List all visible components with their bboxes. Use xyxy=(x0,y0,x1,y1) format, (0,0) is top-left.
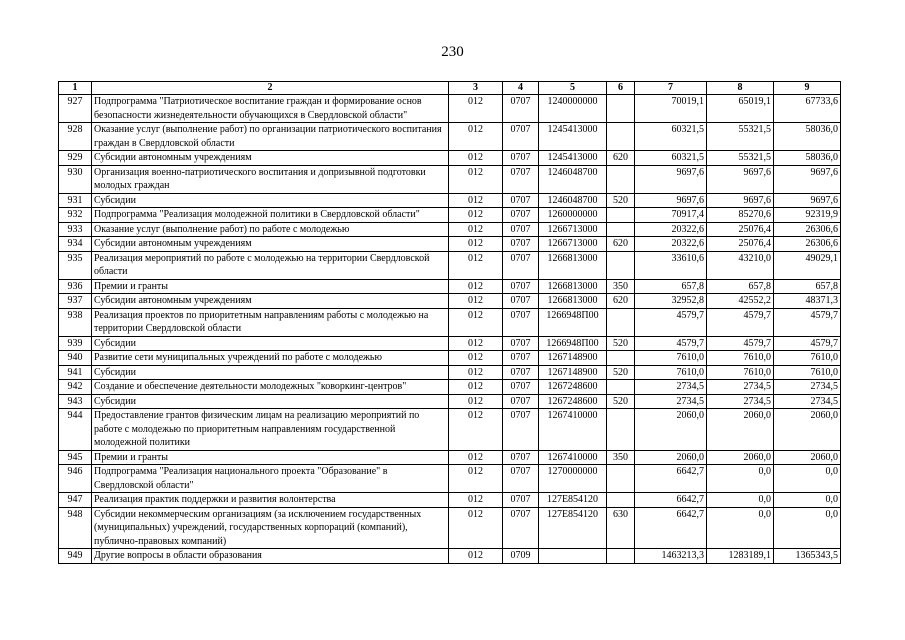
row-name: Оказание услуг (выполнение работ) по организации патриотического воспитания граждан в Свердловской области xyxy=(92,123,449,151)
table-row xyxy=(59,123,841,151)
section-code: 0709 xyxy=(503,549,539,564)
amount-col-8: 42552,2 xyxy=(707,294,774,309)
row-name: Субсидии автономным учреждениям xyxy=(92,151,449,166)
expense-type-code: 520 xyxy=(607,365,635,380)
admin-code: 012 xyxy=(449,165,503,193)
admin-code: 012 xyxy=(449,365,503,380)
amount-col-7: 2060,0 xyxy=(635,450,707,465)
amount-col-8: 65019,1 xyxy=(707,95,774,123)
amount-col-9: 0,0 xyxy=(774,493,841,508)
section-code: 0707 xyxy=(503,151,539,166)
row-number: 930 xyxy=(59,165,92,193)
row-name: Оказание услуг (выполнение работ) по работе с молодежью xyxy=(92,222,449,237)
expense-type-code xyxy=(607,95,635,123)
row-name: Подпрограмма "Реализация национального проекта "Образование" в Свердловской области" xyxy=(92,465,449,493)
col-header: 9 xyxy=(774,82,841,95)
amount-col-9: 4579,7 xyxy=(774,308,841,336)
col-header: 7 xyxy=(635,82,707,95)
admin-code: 012 xyxy=(449,351,503,366)
target-article-code: 127E854120 xyxy=(539,493,607,508)
amount-col-7: 33610,6 xyxy=(635,251,707,279)
row-name: Реализация мероприятий по работе с молодежью на территории Свердловской области xyxy=(92,251,449,279)
col-header: 6 xyxy=(607,82,635,95)
row-number: 927 xyxy=(59,95,92,123)
amount-col-9: 9697,6 xyxy=(774,165,841,193)
row-number: 945 xyxy=(59,450,92,465)
admin-code: 012 xyxy=(449,493,503,508)
amount-col-7: 6642,7 xyxy=(635,465,707,493)
section-code: 0707 xyxy=(503,493,539,508)
expense-type-code: 620 xyxy=(607,294,635,309)
table-row xyxy=(59,365,841,380)
amount-col-7: 6642,7 xyxy=(635,493,707,508)
amount-col-9: 657,8 xyxy=(774,279,841,294)
amount-col-9: 49029,1 xyxy=(774,251,841,279)
amount-col-9: 2060,0 xyxy=(774,409,841,451)
table-row xyxy=(59,251,841,279)
expense-type-code: 620 xyxy=(607,151,635,166)
section-code: 0707 xyxy=(503,193,539,208)
col-header: 8 xyxy=(707,82,774,95)
target-article-code: 1245413000 xyxy=(539,151,607,166)
table-row xyxy=(59,95,841,123)
section-code: 0707 xyxy=(503,251,539,279)
amount-col-7: 7610,0 xyxy=(635,351,707,366)
amount-col-9: 7610,0 xyxy=(774,365,841,380)
row-name: Реализация практик поддержки и развития волонтерства xyxy=(92,493,449,508)
section-code: 0707 xyxy=(503,336,539,351)
row-name: Премии и гранты xyxy=(92,450,449,465)
amount-col-8: 25076,4 xyxy=(707,237,774,252)
admin-code: 012 xyxy=(449,549,503,564)
table-row xyxy=(59,394,841,409)
amount-col-9: 2734,5 xyxy=(774,394,841,409)
admin-code: 012 xyxy=(449,507,503,549)
amount-col-7: 60321,5 xyxy=(635,151,707,166)
target-article-code: 1267248600 xyxy=(539,394,607,409)
expense-type-code: 520 xyxy=(607,336,635,351)
amount-col-9: 0,0 xyxy=(774,465,841,493)
row-number: 949 xyxy=(59,549,92,564)
section-code: 0707 xyxy=(503,294,539,309)
amount-col-9: 26306,6 xyxy=(774,237,841,252)
amount-col-9: 4579,7 xyxy=(774,336,841,351)
section-code: 0707 xyxy=(503,95,539,123)
expense-type-code: 620 xyxy=(607,237,635,252)
table-row xyxy=(59,237,841,252)
amount-col-7: 9697,6 xyxy=(635,165,707,193)
target-article-code: 1245413000 xyxy=(539,123,607,151)
admin-code: 012 xyxy=(449,151,503,166)
amount-col-8: 43210,0 xyxy=(707,251,774,279)
amount-col-8: 55321,5 xyxy=(707,123,774,151)
amount-col-9: 92319,9 xyxy=(774,208,841,223)
expense-type-code xyxy=(607,380,635,395)
row-name: Субсидии xyxy=(92,394,449,409)
amount-col-8: 7610,0 xyxy=(707,351,774,366)
admin-code: 012 xyxy=(449,380,503,395)
expense-type-code xyxy=(607,549,635,564)
amount-col-8: 0,0 xyxy=(707,507,774,549)
row-name: Подпрограмма "Патриотическое воспитание граждан и формирование основ безопасности жизнедеятельности обучающихся в Свердловской области" xyxy=(92,95,449,123)
row-number: 934 xyxy=(59,237,92,252)
table-row xyxy=(59,308,841,336)
section-code: 0707 xyxy=(503,450,539,465)
expense-type-code xyxy=(607,493,635,508)
row-name: Развитие сети муниципальных учреждений по работе с молодежью xyxy=(92,351,449,366)
table-row xyxy=(59,151,841,166)
amount-col-8: 25076,4 xyxy=(707,222,774,237)
col-header: 2 xyxy=(92,82,449,95)
amount-col-8: 4579,7 xyxy=(707,308,774,336)
admin-code: 012 xyxy=(449,222,503,237)
table-row xyxy=(59,193,841,208)
row-name: Организация военно-патриотического воспитания и допризывной подготовки молодых граждан xyxy=(92,165,449,193)
amount-col-7: 9697,6 xyxy=(635,193,707,208)
table-row xyxy=(59,294,841,309)
row-number: 947 xyxy=(59,493,92,508)
amount-col-8: 2734,5 xyxy=(707,394,774,409)
admin-code: 012 xyxy=(449,294,503,309)
section-code: 0707 xyxy=(503,208,539,223)
row-number: 943 xyxy=(59,394,92,409)
section-code: 0707 xyxy=(503,465,539,493)
row-number: 948 xyxy=(59,507,92,549)
row-number: 939 xyxy=(59,336,92,351)
amount-col-8: 55321,5 xyxy=(707,151,774,166)
row-name: Предоставление грантов физическим лицам на реализацию мероприятий по работе с молодежью по приоритетным направлениям государственной молодежной политики xyxy=(92,409,449,451)
table-body xyxy=(59,95,841,564)
table-row xyxy=(59,165,841,193)
expense-type-code xyxy=(607,222,635,237)
row-name: Субсидии автономным учреждениям xyxy=(92,237,449,252)
amount-col-9: 7610,0 xyxy=(774,351,841,366)
amount-col-7: 2734,5 xyxy=(635,394,707,409)
table-row xyxy=(59,222,841,237)
target-article-code: 1267410000 xyxy=(539,450,607,465)
row-number: 938 xyxy=(59,308,92,336)
target-article-code: 1266948П00 xyxy=(539,336,607,351)
admin-code: 012 xyxy=(449,465,503,493)
target-article-code: 1266948П00 xyxy=(539,308,607,336)
expense-type-code xyxy=(607,165,635,193)
row-number: 942 xyxy=(59,380,92,395)
section-code: 0707 xyxy=(503,165,539,193)
target-article-code: 1266713000 xyxy=(539,237,607,252)
amount-col-9: 9697,6 xyxy=(774,193,841,208)
amount-col-7: 4579,7 xyxy=(635,308,707,336)
expense-type-code: 520 xyxy=(607,193,635,208)
admin-code: 012 xyxy=(449,394,503,409)
table-row xyxy=(59,493,841,508)
row-number: 940 xyxy=(59,351,92,366)
amount-col-8: 2060,0 xyxy=(707,409,774,451)
expense-type-code xyxy=(607,351,635,366)
amount-col-9: 2734,5 xyxy=(774,380,841,395)
section-code: 0707 xyxy=(503,237,539,252)
table-row xyxy=(59,450,841,465)
amount-col-8: 85270,6 xyxy=(707,208,774,223)
row-number: 931 xyxy=(59,193,92,208)
target-article-code: 1266813000 xyxy=(539,279,607,294)
admin-code: 012 xyxy=(449,208,503,223)
section-code: 0707 xyxy=(503,409,539,451)
section-code: 0707 xyxy=(503,394,539,409)
admin-code: 012 xyxy=(449,251,503,279)
admin-code: 012 xyxy=(449,450,503,465)
row-name: Субсидии некоммерческим организациям (за исключением государственных (муниципальных) учреждений, государственных корпораций (компаний), публично-правовых компаний) xyxy=(92,507,449,549)
col-header: 5 xyxy=(539,82,607,95)
admin-code: 012 xyxy=(449,193,503,208)
row-number: 928 xyxy=(59,123,92,151)
row-number: 936 xyxy=(59,279,92,294)
target-article-code: 1246048700 xyxy=(539,193,607,208)
row-number: 929 xyxy=(59,151,92,166)
amount-col-9: 26306,6 xyxy=(774,222,841,237)
expense-type-code xyxy=(607,465,635,493)
row-name: Субсидии xyxy=(92,336,449,351)
row-number: 944 xyxy=(59,409,92,451)
expense-type-code xyxy=(607,208,635,223)
table-row xyxy=(59,351,841,366)
section-code: 0707 xyxy=(503,351,539,366)
target-article-code: 1267248600 xyxy=(539,380,607,395)
expense-type-code xyxy=(607,308,635,336)
row-number: 937 xyxy=(59,294,92,309)
admin-code: 012 xyxy=(449,336,503,351)
row-name: Премии и гранты xyxy=(92,279,449,294)
amount-col-7: 70019,1 xyxy=(635,95,707,123)
target-article-code: 1240000000 xyxy=(539,95,607,123)
amount-col-8: 7610,0 xyxy=(707,365,774,380)
col-header: 1 xyxy=(59,82,92,95)
amount-col-8: 9697,6 xyxy=(707,165,774,193)
amount-col-7: 657,8 xyxy=(635,279,707,294)
amount-col-8: 1283189,1 xyxy=(707,549,774,564)
section-code: 0707 xyxy=(503,308,539,336)
amount-col-9: 58036,0 xyxy=(774,151,841,166)
row-name: Субсидии xyxy=(92,365,449,380)
expense-type-code xyxy=(607,409,635,451)
budget-table xyxy=(58,81,841,564)
table-header-row xyxy=(59,82,841,95)
amount-col-8: 2060,0 xyxy=(707,450,774,465)
admin-code: 012 xyxy=(449,237,503,252)
admin-code: 012 xyxy=(449,279,503,294)
expense-type-code: 520 xyxy=(607,394,635,409)
target-article-code: 127E854120 xyxy=(539,507,607,549)
expense-type-code: 350 xyxy=(607,279,635,294)
row-name: Другие вопросы в области образования xyxy=(92,549,449,564)
target-article-code xyxy=(539,549,607,564)
table-row xyxy=(59,336,841,351)
target-article-code: 1267410000 xyxy=(539,409,607,451)
row-number: 935 xyxy=(59,251,92,279)
amount-col-9: 67733,6 xyxy=(774,95,841,123)
table-row xyxy=(59,507,841,549)
row-number: 933 xyxy=(59,222,92,237)
amount-col-7: 20322,6 xyxy=(635,222,707,237)
target-article-code: 1267148900 xyxy=(539,365,607,380)
row-name: Подпрограмма "Реализация молодежной политики в Свердловской области" xyxy=(92,208,449,223)
target-article-code: 1266713000 xyxy=(539,222,607,237)
section-code: 0707 xyxy=(503,123,539,151)
amount-col-8: 0,0 xyxy=(707,465,774,493)
table-row xyxy=(59,279,841,294)
col-header: 3 xyxy=(449,82,503,95)
target-article-code: 1266813000 xyxy=(539,251,607,279)
amount-col-8: 0,0 xyxy=(707,493,774,508)
amount-col-8: 9697,6 xyxy=(707,193,774,208)
row-number: 946 xyxy=(59,465,92,493)
amount-col-7: 1463213,3 xyxy=(635,549,707,564)
amount-col-9: 58036,0 xyxy=(774,123,841,151)
admin-code: 012 xyxy=(449,95,503,123)
col-header: 4 xyxy=(503,82,539,95)
target-article-code: 1246048700 xyxy=(539,165,607,193)
amount-col-7: 2060,0 xyxy=(635,409,707,451)
expense-type-code: 350 xyxy=(607,450,635,465)
expense-type-code xyxy=(607,123,635,151)
target-article-code: 1270000000 xyxy=(539,465,607,493)
amount-col-7: 2734,5 xyxy=(635,380,707,395)
admin-code: 012 xyxy=(449,409,503,451)
section-code: 0707 xyxy=(503,222,539,237)
target-article-code: 1267148900 xyxy=(539,351,607,366)
amount-col-7: 20322,6 xyxy=(635,237,707,252)
table-row xyxy=(59,465,841,493)
amount-col-7: 6642,7 xyxy=(635,507,707,549)
row-number: 932 xyxy=(59,208,92,223)
amount-col-8: 2734,5 xyxy=(707,380,774,395)
amount-col-9: 2060,0 xyxy=(774,450,841,465)
amount-col-9: 0,0 xyxy=(774,507,841,549)
amount-col-9: 1365343,5 xyxy=(774,549,841,564)
row-name: Реализация проектов по приоритетным направлениям работы с молодежью на территории Свердловской области xyxy=(92,308,449,336)
page-number: 230 xyxy=(441,44,464,60)
target-article-code: 1266813000 xyxy=(539,294,607,309)
admin-code: 012 xyxy=(449,123,503,151)
section-code: 0707 xyxy=(503,365,539,380)
table-row xyxy=(59,549,841,564)
table-row xyxy=(59,409,841,451)
target-article-code: 1260000000 xyxy=(539,208,607,223)
amount-col-7: 4579,7 xyxy=(635,336,707,351)
expense-type-code xyxy=(607,251,635,279)
amount-col-7: 32952,8 xyxy=(635,294,707,309)
section-code: 0707 xyxy=(503,279,539,294)
expense-type-code: 630 xyxy=(607,507,635,549)
amount-col-9: 48371,3 xyxy=(774,294,841,309)
amount-col-8: 4579,7 xyxy=(707,336,774,351)
admin-code: 012 xyxy=(449,308,503,336)
amount-col-8: 657,8 xyxy=(707,279,774,294)
section-code: 0707 xyxy=(503,507,539,549)
row-name: Субсидии xyxy=(92,193,449,208)
row-name: Субсидии автономным учреждениям xyxy=(92,294,449,309)
table-row xyxy=(59,380,841,395)
section-code: 0707 xyxy=(503,380,539,395)
amount-col-7: 7610,0 xyxy=(635,365,707,380)
table-row xyxy=(59,208,841,223)
amount-col-7: 60321,5 xyxy=(635,123,707,151)
row-name: Создание и обеспечение деятельности молодежных "коворкинг-центров" xyxy=(92,380,449,395)
row-number: 941 xyxy=(59,365,92,380)
amount-col-7: 70917,4 xyxy=(635,208,707,223)
